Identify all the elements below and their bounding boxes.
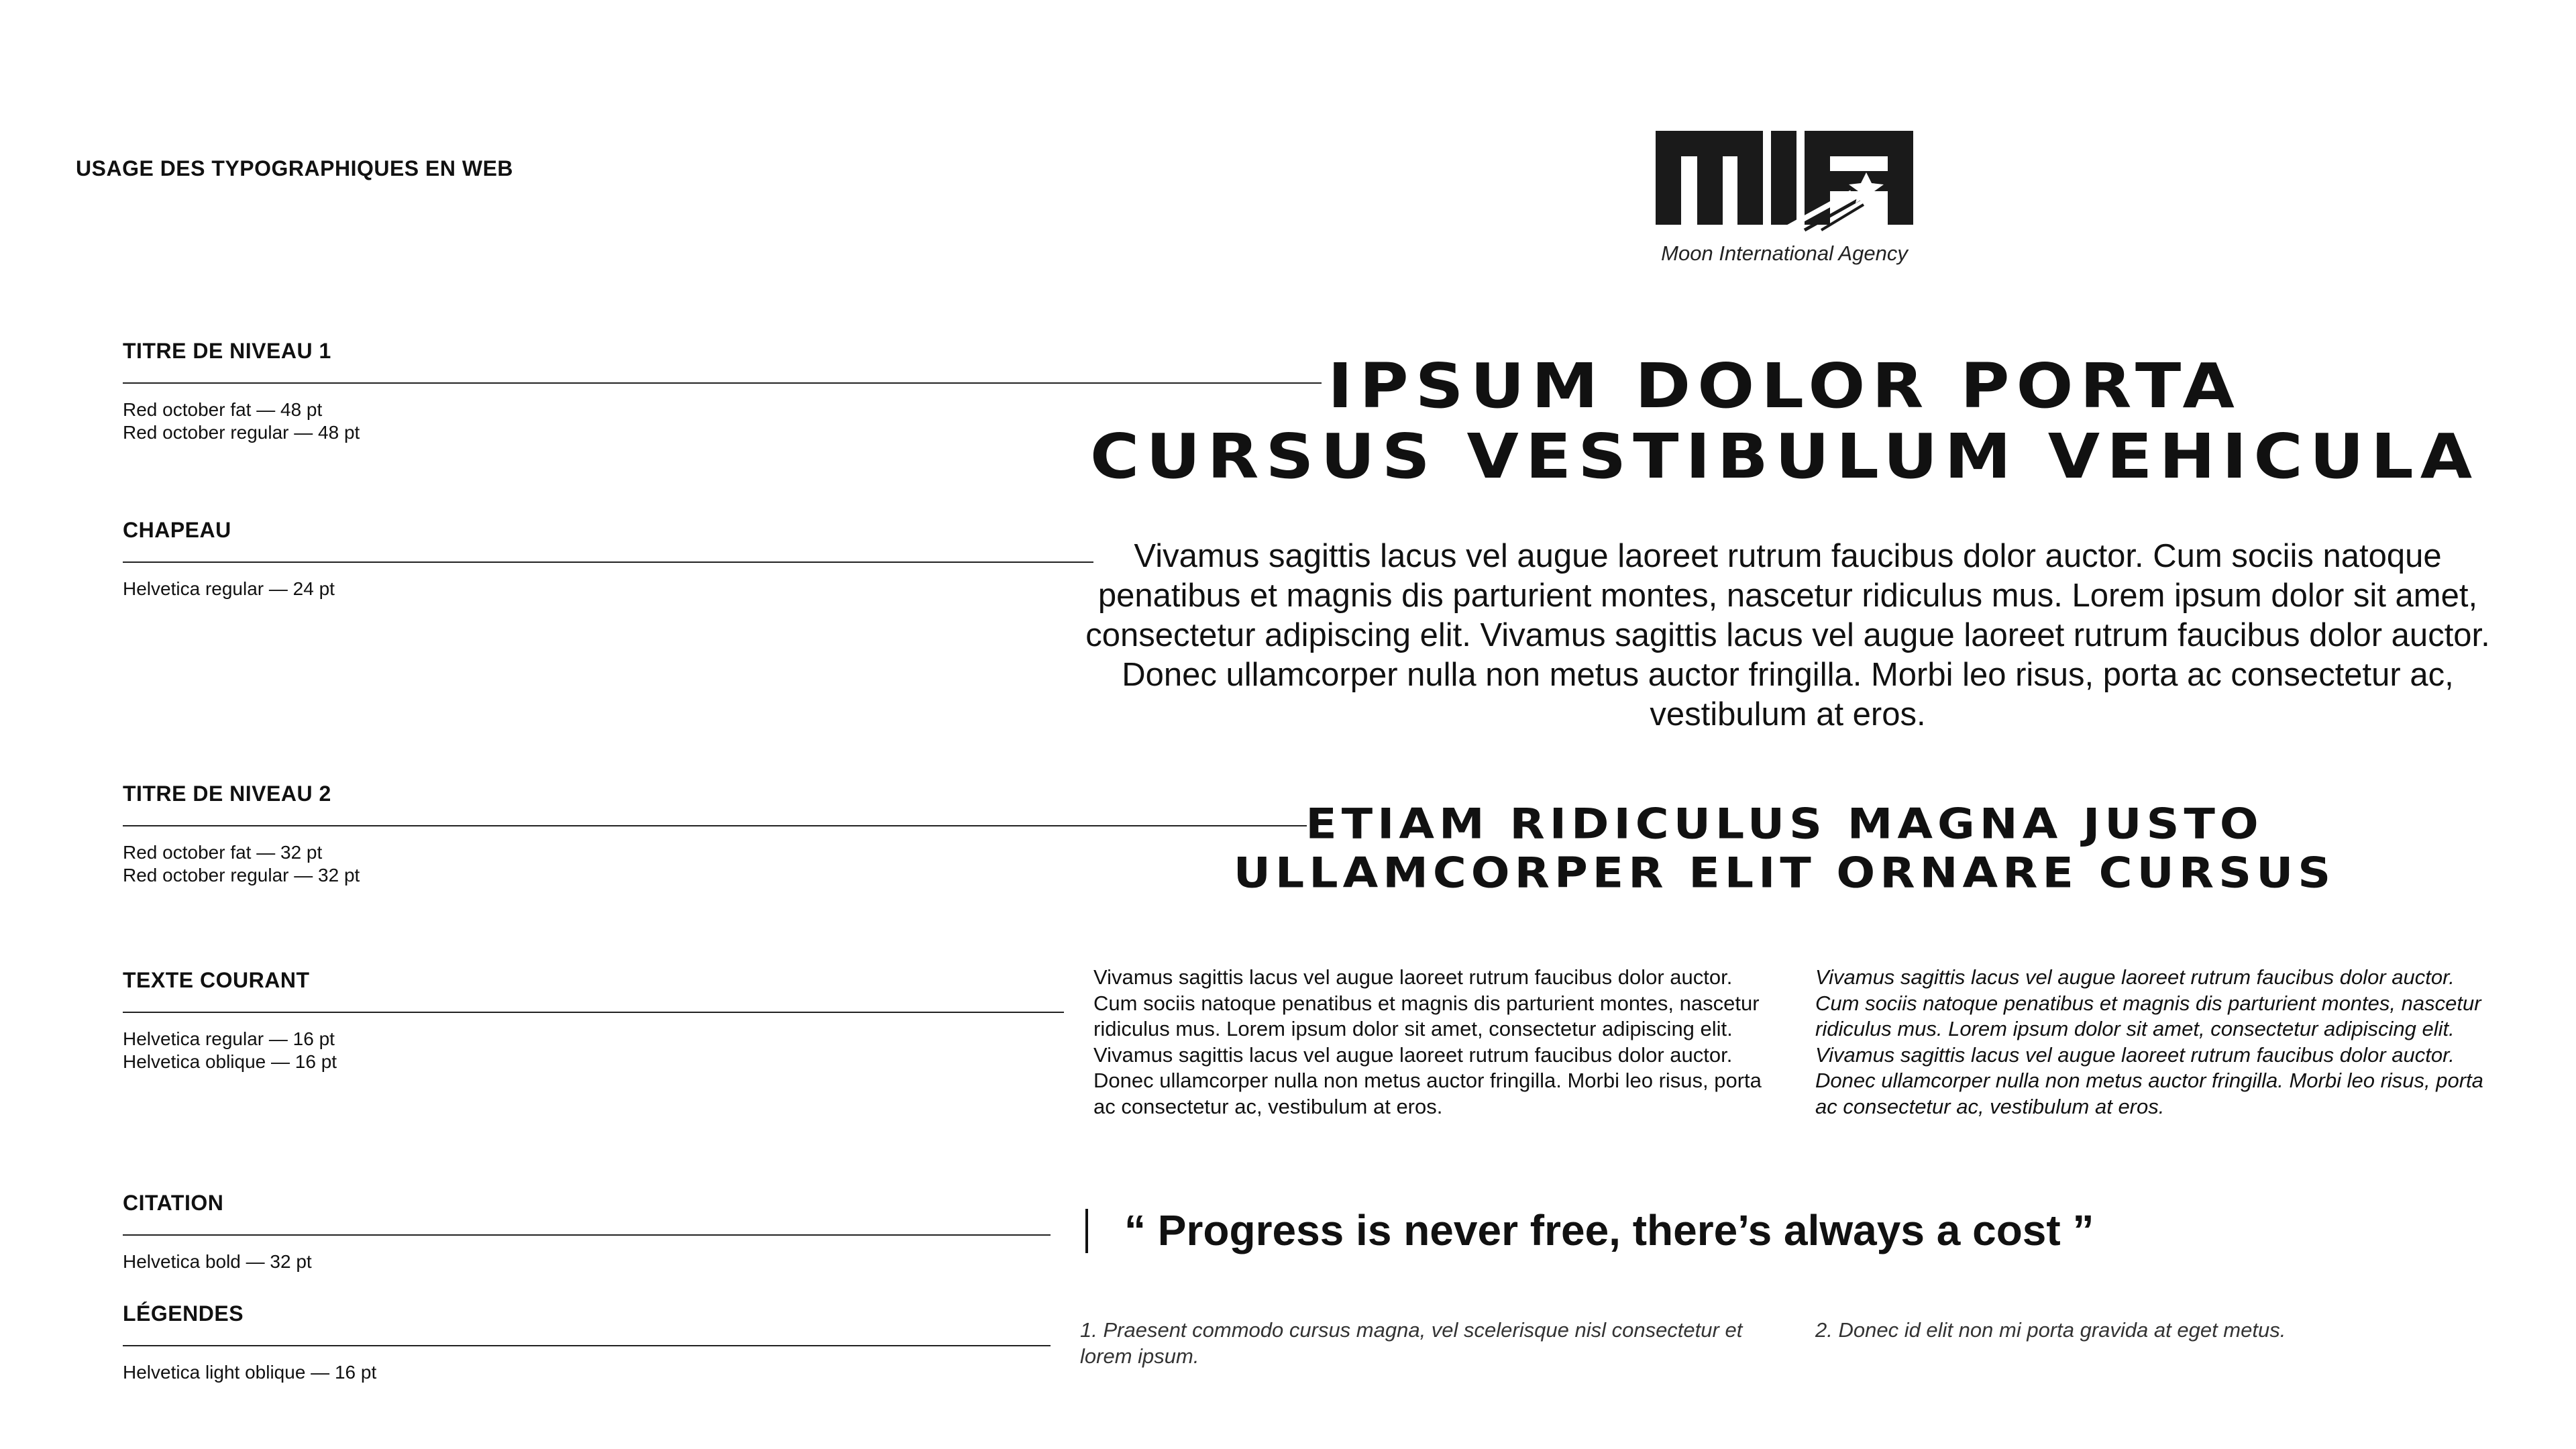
spec-details-quote: [123, 1250, 312, 1273]
spec-line: Red october regular — 48 pt: [123, 422, 360, 443]
spec-details-body: [123, 1028, 337, 1073]
heading-level-2-line-2: ULLAMCORPER ELIT ORNARE CURSUS: [1233, 849, 2336, 898]
spec-line: Helvetica regular — 16 pt: [123, 1028, 335, 1049]
spec-title-body: TEXTE COURANT: [123, 968, 310, 992]
spec-details-chapeau: [123, 578, 335, 600]
spec-line: Helvetica regular — 24 pt: [123, 578, 335, 599]
heading-level-1-line-2: CURSUS VESTIBULUM VEHICULA: [1089, 420, 2479, 492]
spec-line: Red october regular — 32 pt: [123, 865, 360, 885]
heading-level-2-line-1: ETIAM RIDICULUS MAGNA JUSTO: [1305, 800, 2263, 849]
spec-title-chapeau: CHAPEAU: [123, 518, 231, 542]
spec-title-quote: CITATION: [123, 1191, 224, 1215]
spec-divider: [123, 1345, 1051, 1346]
caption-2: 2. Donec id elit non mi porta gravida at eget metus.: [1815, 1318, 2286, 1342]
body-text-regular: [1093, 965, 1778, 1120]
spec-divider: [123, 561, 1093, 563]
quote-text: “ Progress is never free, there’s always a cost ”: [1124, 1206, 2094, 1254]
page-title: USAGE DES TYPOGRAPHIQUES EN WEB: [76, 156, 514, 180]
body-text-oblique: [1815, 965, 2500, 1120]
body-paragraph: Vivamus sagittis lacus vel augue laoreet rutrum faucibus dolor auctor. Donec ullamcorper nulla non metus auctor fringilla. Morbi leo risus, porta ac consectetur ac, vestibulum at eros.: [1093, 1042, 1762, 1118]
spec-line: Helvetica bold — 32 pt: [123, 1251, 312, 1272]
body-paragraph: Vivamus sagittis lacus vel augue laoreet rutrum faucibus dolor auctor. Donec ullamcorper nulla non metus auctor fringilla. Morbi leo risus, porta ac consectetur ac, vestibulum at eros.: [1815, 1042, 2483, 1118]
spec-details-h1: [123, 398, 360, 444]
spec-divider: [123, 1012, 1064, 1013]
body-paragraph: Vivamus sagittis lacus vel augue laoreet rutrum faucibus dolor auctor. Cum sociis natoque penatibus et magnis dis parturient montes, nascetur ridiculus mus. Lorem ipsum dolor sit amet, consectetur adipiscing elit.: [1093, 965, 1760, 1040]
spec-details-captions: [123, 1361, 376, 1384]
spec-title-captions: LÉGENDES: [123, 1301, 244, 1326]
heading-level-1-line-1: IPSUM DOLOR PORTA: [1328, 350, 2241, 422]
spec-line: Red october fat — 48 pt: [123, 399, 323, 420]
spec-details-h2: [123, 841, 360, 887]
caption-1: 1. Praesent commodo cursus magna, vel scelerisque nisl consectetur et lorem ipsum.: [1080, 1318, 1743, 1368]
spec-title-h2: TITRE DE NIVEAU 2: [123, 782, 331, 806]
body-paragraph: Vivamus sagittis lacus vel augue laoreet rutrum faucibus dolor auctor. Cum sociis natoque penatibus et magnis dis parturient montes, nascetur ridiculus mus. Lorem ipsum dolor sit amet, consectetur adipiscing elit.: [1815, 965, 2481, 1040]
quote-bar: [1085, 1209, 1088, 1253]
spec-line: Red october fat — 32 pt: [123, 842, 323, 863]
mia-logo: [1650, 124, 1919, 238]
spec-divider: [123, 1234, 1051, 1236]
mia-logo-mark: [1650, 124, 1919, 238]
chapeau-text: Vivamus sagittis lacus vel augue laoreet rutrum faucibus dolor auctor. Cum sociis natoque penatibus et magnis dis parturient montes, nascetur ridiculus mus. Lorem ipsum dolor sit amet, consectetur adipiscing elit. Vivamus sagittis lacus vel augue laoreet rutrum faucibus dolor auctor. Donec ullamcorper nulla non metus auctor fringilla. Morbi leo risus, porta ac consectetur ac, vestibulum at eros.: [1085, 538, 2490, 733]
spec-line: Helvetica oblique — 16 pt: [123, 1051, 337, 1072]
logo-subtitle: Moon International Agency: [1661, 241, 1908, 265]
spec-line: Helvetica light oblique — 16 pt: [123, 1362, 377, 1383]
spec-title-h1: TITRE DE NIVEAU 1: [123, 339, 331, 363]
